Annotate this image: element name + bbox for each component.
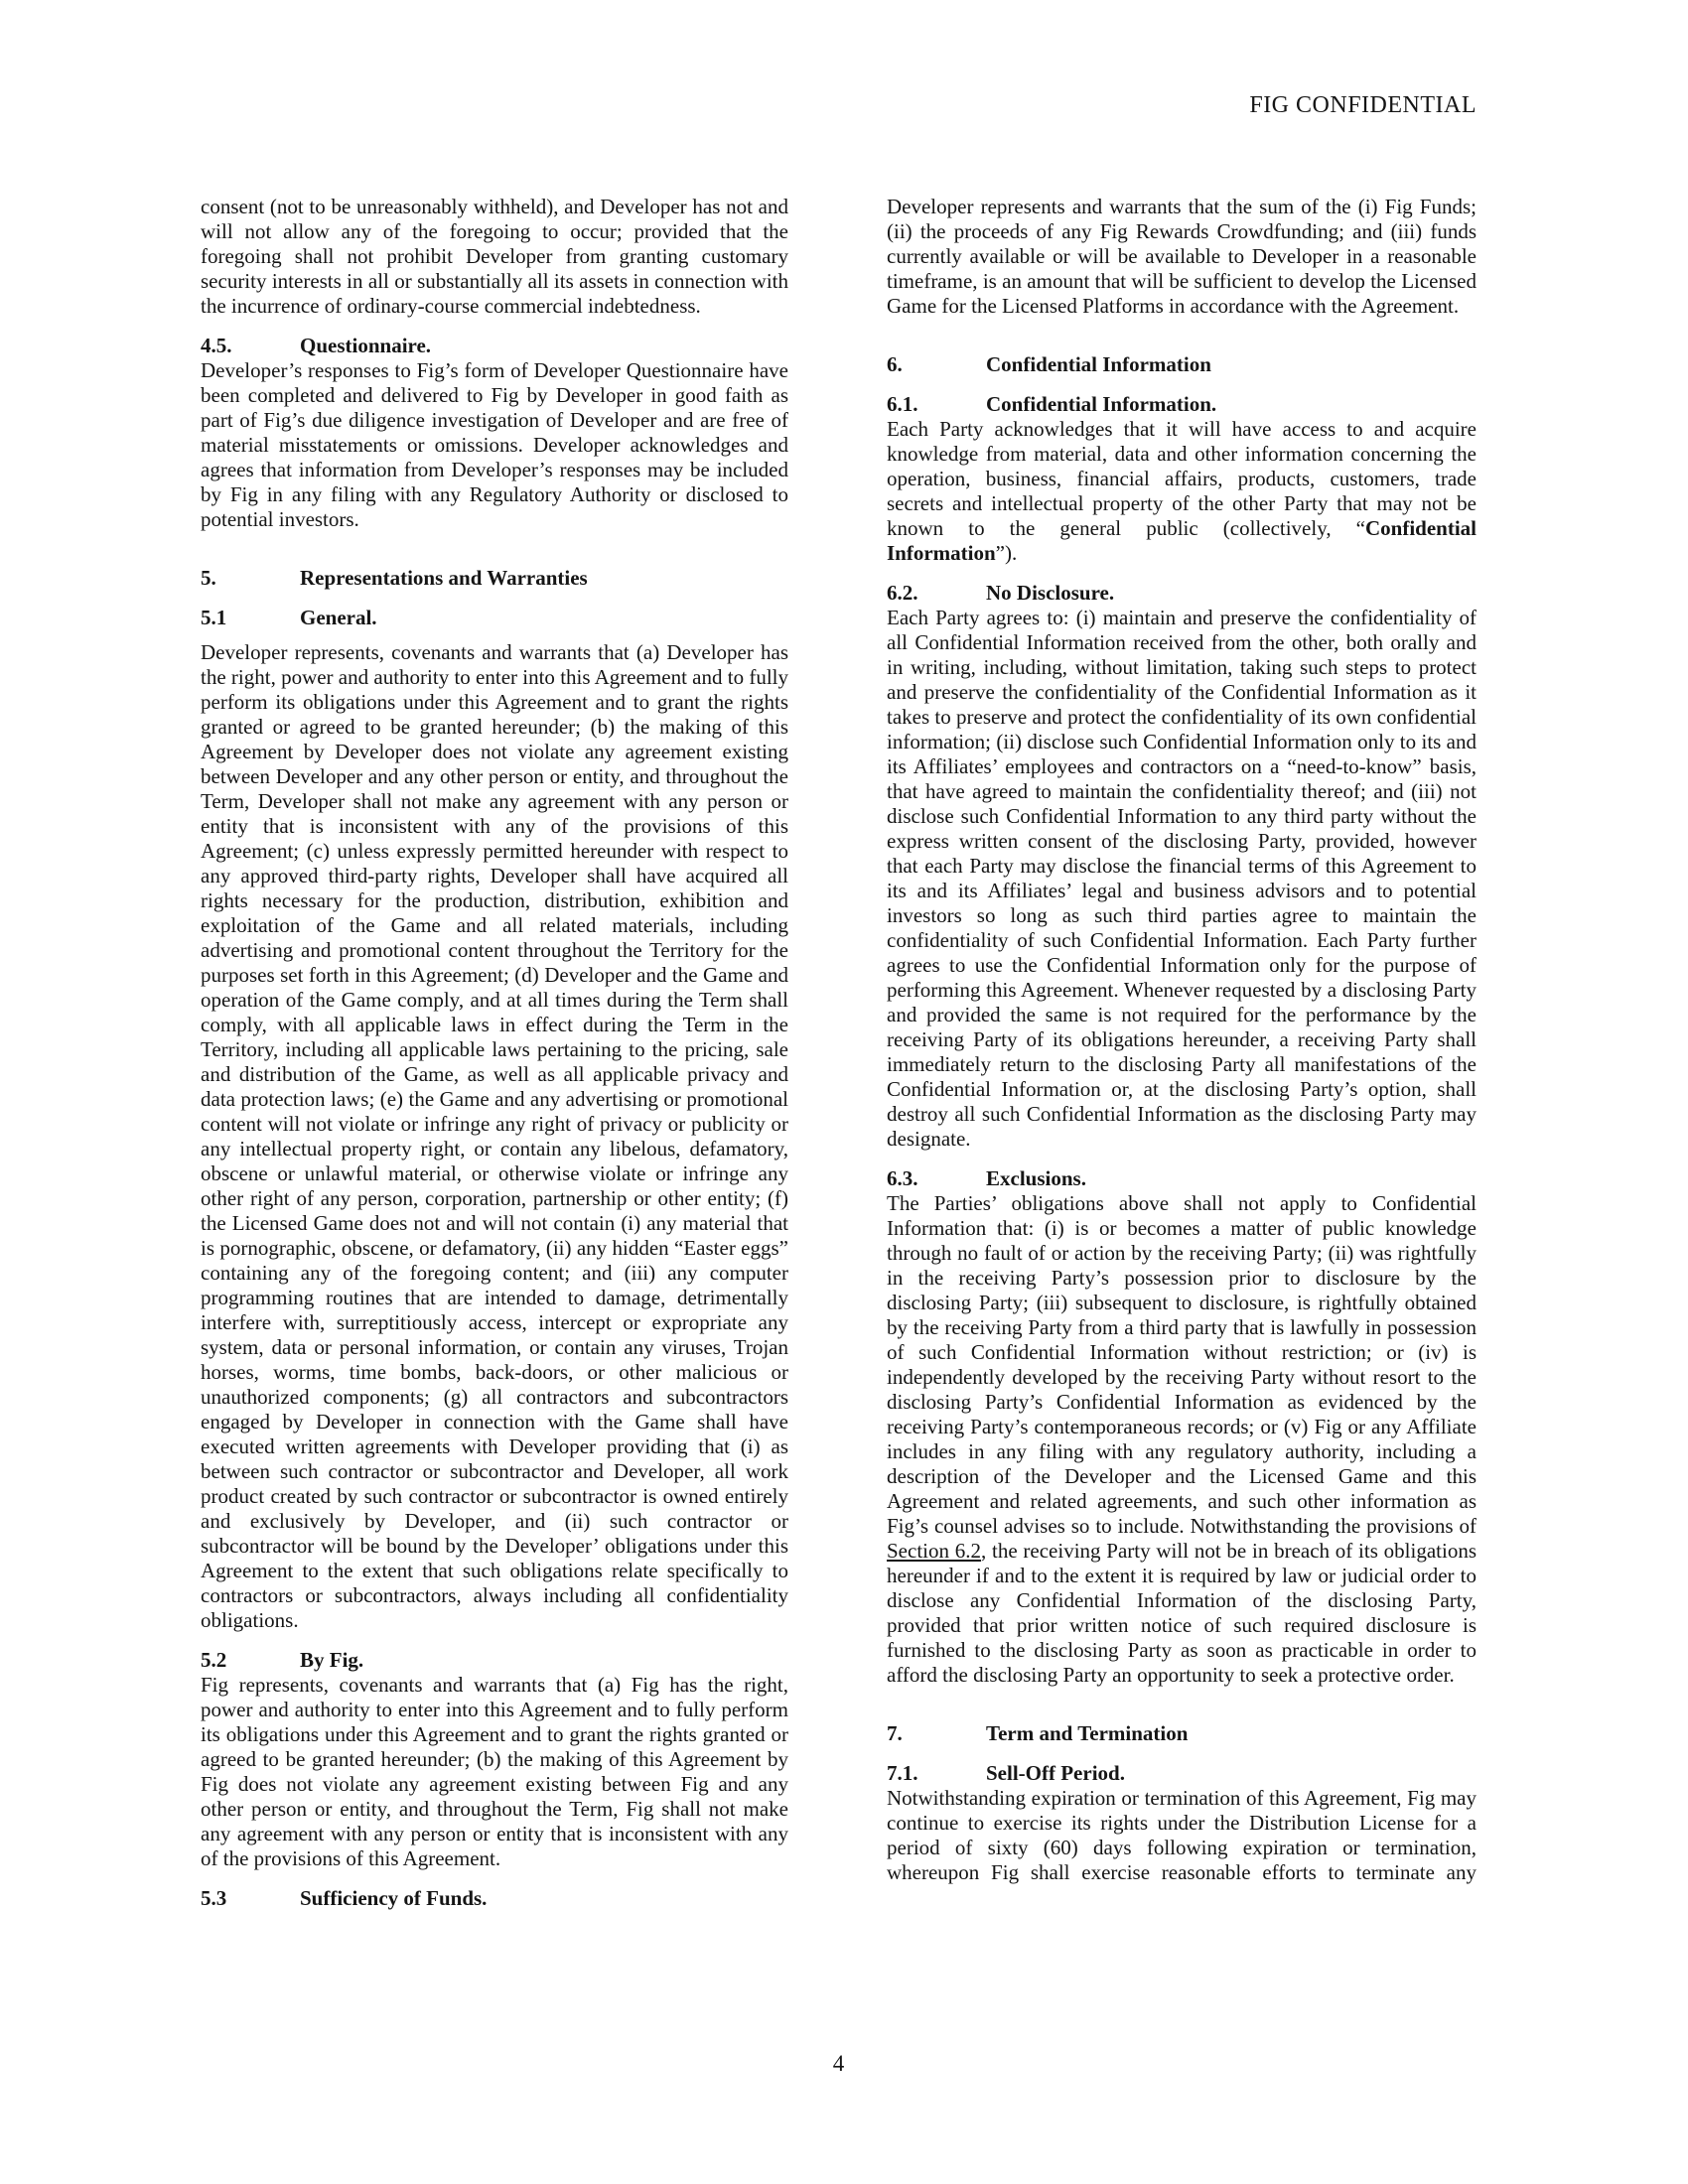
paragraph-sell-off-period: Notwithstanding expiration or termination of this Agreement, Fig may continue to exercise its rights under the Distribution License for a period of sixty (60) days following expiration or termination, whereupon Fig shall exercise reasonable efforts to terminate any — [887, 1786, 1477, 1884]
right-column — [887, 195, 1477, 1885]
section-title: Exclusions. — [986, 1166, 1086, 1190]
paragraph-text: , the receiving Party will not be in breach of its obligations hereunder if and to the extent it is required by law or judicial order to disclose any Confidential Information of the disclosing Party, provided that prior written notice of such required disclosure is furnished to the disclosing Party as soon as practicable in order to afford the disclosing Party an opportunity to seek a protective order. — [887, 1539, 1477, 1687]
section-number: 6. — [887, 352, 903, 376]
left-column — [201, 195, 788, 1911]
section-title: General. — [300, 606, 377, 629]
paragraph-text: ”). — [995, 541, 1018, 565]
paragraph-by-fig: Fig represents, covenants and warrants that (a) Fig has the right, power and authority to enter into this Agreement and to fully perform its obligations under this Agreement and to grant the rights granted or agreed to be granted hereunder; (b) the making of this Agreement by Fig does not violate any agreement existing between Fig and any other person or entity, and throughout the Term, Fig shall not make any agreement with any person or entity that is inconsistent with any of the provisions of this Agreement. — [201, 1673, 788, 1870]
section-title: No Disclosure. — [986, 581, 1115, 605]
section-title: Confidential Information — [986, 352, 1211, 376]
section-number: 5.3 — [201, 1886, 227, 1910]
section-heading-7-1 — [887, 1761, 1477, 1786]
section-heading-5 — [201, 566, 788, 591]
section-number: 5.1 — [201, 606, 227, 629]
section-heading-4-5 — [201, 334, 788, 358]
section-number: 7.1. — [887, 1761, 918, 1785]
section-number: 6.2. — [887, 581, 918, 605]
defined-term-confidential-information: Confidential Information — [887, 516, 1477, 565]
page-number: 4 — [832, 2051, 845, 2076]
paragraph-no-disclosure: Each Party agrees to: (i) maintain and preserve the confidentiality of all Confidential Information received from the other, both orally and in writing, including, without limitation, taking such steps to protect and preserve the confidentiality of the Confidential Information as it takes to preserve and protect the confidentiality of its own confidential information; (ii) disclose such Confidential Information only to its and its Affiliates’ employees and contractors on a “need-to-know” basis, that have agreed to maintain the confidentiality thereof; and (iii) not disclose such Confidential Information to any third party without the express written consent of the disclosing Party, provided, however that each Party may disclose the financial terms of this Agreement to its and its Affiliates’ legal and business advisors and to potential investors so long as such third parties agree to maintain the confidentiality of such Confidential Information. Each Party further agrees to use the Confidential Information only for the purpose of performing this Agreement. Whenever requested by a disclosing Party and provided the same is not required for the performance by the receiving Party of its obligations hereunder, a receiving Party shall immediately return to the disclosing Party all manifestations of the Confidential Information or, at the disclosing Party’s option, shall destroy all such Confidential Information as the disclosing Party may designate. — [887, 606, 1477, 1151]
section-number: 5. — [201, 566, 216, 590]
section-heading-5-3 — [201, 1886, 788, 1911]
paragraph-text: The Parties’ obligations above shall not apply to Confidential Information that: (i) is or becomes a matter of public knowledge through no fault of or action by the receiving Party; (ii) was rightfully in the receiving Party’s possession prior to disclosure by the disclosing Party; (iii) subsequent to disclosure, is rightfully obtained by the receiving Party from a third party that is lawfully in possession of such Confidential Information without restriction; or (iv) is independently developed by the receiving Party without resort to the disclosing Party’s Confidential Information as evidenced by the receiving Party’s contemporaneous records; or (v) Fig or any Affiliate includes in any filing with any regulatory authority, including a description of the Developer and the Licensed Game and this Agreement and related agreements, and such other information as Fig’s counsel advises so to include. Notwithstanding the provisions of — [887, 1191, 1477, 1538]
section-title: Questionnaire. — [300, 334, 432, 357]
section-heading-5-1 — [201, 606, 788, 630]
section-number: 4.5. — [201, 334, 232, 357]
section-6-2-reference: Section 6.2 — [887, 1539, 981, 1563]
section-heading-7 — [887, 1721, 1477, 1746]
section-title: Confidential Information. — [986, 392, 1217, 416]
section-title: By Fig. — [300, 1648, 364, 1672]
section-heading-6 — [887, 352, 1477, 377]
section-number: 6.3. — [887, 1166, 918, 1190]
paragraph-text: Each Party acknowledges that it will have access to and acquire knowledge from material, data and other information concerning the operation, business, financial affairs, products, customers, trade secrets and intellectual property of the other Party that may not be known to the general public (collectively, “ — [887, 417, 1477, 540]
section-title: Sufficiency of Funds. — [300, 1886, 488, 1910]
section-number: 5.2 — [201, 1648, 227, 1672]
paragraph-exclusions — [887, 1191, 1477, 1688]
paragraph-confidential-information — [887, 417, 1477, 566]
section-heading-5-2 — [201, 1648, 788, 1673]
confidential-header: FIG CONFIDENTIAL — [1249, 92, 1477, 118]
paragraph-sufficiency-of-funds: Developer represents and warrants that the sum of the (i) Fig Funds; (ii) the proceeds of any Fig Rewards Crowdfunding; and (iii) funds currently available or will be available to Developer in a reasonable timeframe, is an amount that will be sufficient to develop the Licensed Game for the Licensed Platforms in accordance with the Agreement. — [887, 195, 1477, 318]
section-heading-6-1 — [887, 392, 1477, 417]
section-heading-6-3 — [887, 1166, 1477, 1191]
paragraph-general-reps: Developer represents, covenants and warrants that (a) Developer has the right, power and authority to enter into this Agreement and to fully perform its obligations under this Agreement and to grant the rights granted or agreed to be granted hereunder; (b) the making of this Agreement by Developer does not violate any agreement existing between Developer and any other person or entity, and throughout the Term, Developer shall not make any agreement with any person or entity that is inconsistent with any of the provisions of this Agreement; (c) unless expressly permitted hereunder with respect to any approved third-party rights, Developer shall have acquired all rights necessary for the production, distribution, exhibition and exploitation of the Game and all related materials, including advertising and promotional content throughout the Territory for the purposes set forth in this Agreement; (d) Developer and the Game and operation of the Game comply, and at all times during the Term shall comply, with all applicable laws in effect during the Term in the Territory, including all applicable laws pertaining to the pricing, sale and distribution of the Game, as well as all applicable privacy and data protection laws; (e) the Game and any advertising or promotional content will not violate or infringe any right of privacy or publicity or any intellectual property right, or contain any libelous, defamatory, obscene or unlawful material, or otherwise violate or infringe any other right of any person, corporation, partnership or other entity; (f) the Licensed Game does not and will not contain (i) any material that is pornographic, obscene, or defamatory, (ii) any hidden “Easter eggs” containing any of the foregoing content; and (iii) any computer programming routines that are intended to damage, detrimentally interfere with, surreptitiously access, intercept or expropriate any system, data or personal information, or contain any viruses, Trojan horses, worms, time bombs, back-doors, or other malicious or unauthorized components; (g) all contractors and subcontractors engaged by Developer in connection with the Game shall have executed written agreements with Developer providing that (i) as between such contractor or subcontractor and Developer, all work product created by such contractor or subcontractor is owned entirely and exclusively by Developer, and (ii) such contractor or subcontractor will be bound by the Developer’ obligations under this Agreement to the extent that such obligations relate specifically to contractors or subcontractors, always including all confidentiality obligations. — [201, 640, 788, 1632]
section-heading-6-2 — [887, 581, 1477, 606]
section-title: Term and Termination — [986, 1721, 1189, 1745]
section-number: 7. — [887, 1721, 903, 1745]
paragraph-questionnaire: Developer’s responses to Fig’s form of Developer Questionnaire have been completed and delivered to Fig by Developer in good faith as part of Fig’s due diligence investigation of Developer and are free of material misstatements or omissions. Developer acknowledges and agrees that information from Developer’s responses may be included by Fig in any filing with any Regulatory Authority or disclosed to potential investors. — [201, 358, 788, 531]
section-title: Representations and Warranties — [300, 566, 588, 590]
section-title: Sell-Off Period. — [986, 1761, 1125, 1785]
two-column-body — [201, 195, 1477, 1911]
paragraph-consent-continuation: consent (not to be unreasonably withheld), and Developer has not and will not allow any of the foregoing to occur; provided that the foregoing shall not prohibit Developer from granting customary security interests in all or substantially all its assets in connection with the incurrence of ordinary-course commercial indebtedness. — [201, 195, 788, 318]
section-number: 6.1. — [887, 392, 918, 416]
